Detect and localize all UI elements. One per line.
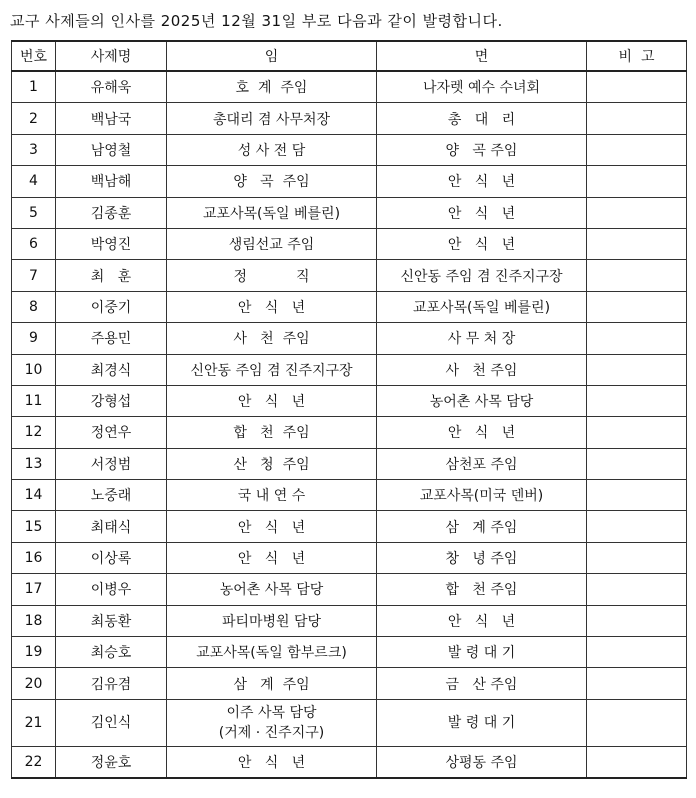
cell-priest-name: 정연우 xyxy=(56,417,167,448)
cell-note xyxy=(587,511,687,542)
cell-appointment: 안 식 년 xyxy=(167,746,377,778)
cell-note xyxy=(587,134,687,165)
table-row xyxy=(12,228,687,259)
cell-dismissal: 교포사목(미국 덴버) xyxy=(377,480,587,511)
cell-dismissal: 발 령 대 기 xyxy=(377,699,587,746)
header-number: 번호 xyxy=(12,41,56,71)
cell-priest-name: 이병우 xyxy=(56,574,167,605)
cell-dismissal: 상평동 주임 xyxy=(377,746,587,778)
cell-appointment: 안 식 년 xyxy=(167,542,377,573)
cell-note xyxy=(587,542,687,573)
cell-dismissal: 금 산 주임 xyxy=(377,668,587,699)
cell-number: 3 xyxy=(12,134,56,165)
cell-dismissal: 안 식 년 xyxy=(377,197,587,228)
table-body xyxy=(12,71,687,778)
cell-note xyxy=(587,291,687,322)
table-row xyxy=(12,71,687,103)
cell-note xyxy=(587,103,687,134)
table-row xyxy=(12,511,687,542)
cell-note xyxy=(587,228,687,259)
cell-number: 12 xyxy=(12,417,56,448)
table-header-row xyxy=(12,41,687,71)
cell-note xyxy=(587,71,687,103)
cell-appointment xyxy=(167,699,377,746)
cell-priest-name: 김종훈 xyxy=(56,197,167,228)
table-row xyxy=(12,323,687,354)
cell-number: 22 xyxy=(12,746,56,778)
cell-dismissal: 사 천 주임 xyxy=(377,354,587,385)
cell-number: 7 xyxy=(12,260,56,291)
cell-dismissal: 총 대 리 xyxy=(377,103,587,134)
table-row xyxy=(12,448,687,479)
cell-priest-name: 유해욱 xyxy=(56,71,167,103)
cell-dismissal: 나자렛 예수 수녀회 xyxy=(377,71,587,103)
header-note: 비 고 xyxy=(587,41,687,71)
cell-priest-name: 이상록 xyxy=(56,542,167,573)
cell-number: 14 xyxy=(12,480,56,511)
cell-priest-name: 정윤호 xyxy=(56,746,167,778)
cell-number: 17 xyxy=(12,574,56,605)
cell-dismissal: 안 식 년 xyxy=(377,605,587,636)
cell-note xyxy=(587,417,687,448)
cell-number: 20 xyxy=(12,668,56,699)
cell-priest-name: 최 훈 xyxy=(56,260,167,291)
cell-number: 2 xyxy=(12,103,56,134)
cell-priest-name: 최경식 xyxy=(56,354,167,385)
cell-number: 10 xyxy=(12,354,56,385)
cell-note xyxy=(587,448,687,479)
cell-dismissal: 삼천포 주임 xyxy=(377,448,587,479)
cell-appointment: 성 사 전 담 xyxy=(167,134,377,165)
cell-priest-name: 최태식 xyxy=(56,511,167,542)
table-row xyxy=(12,668,687,699)
table-row xyxy=(12,637,687,668)
table-row xyxy=(12,605,687,636)
cell-appointment: 안 식 년 xyxy=(167,385,377,416)
cell-priest-name: 주용민 xyxy=(56,323,167,354)
cell-number: 8 xyxy=(12,291,56,322)
cell-number: 9 xyxy=(12,323,56,354)
table-row xyxy=(12,746,687,778)
appointment-table xyxy=(11,40,687,779)
cell-number: 1 xyxy=(12,71,56,103)
cell-priest-name: 백남국 xyxy=(56,103,167,134)
cell-note xyxy=(587,323,687,354)
cell-dismissal: 교포사목(독일 베를린) xyxy=(377,291,587,322)
table-row xyxy=(12,385,687,416)
table-row xyxy=(12,166,687,197)
cell-dismissal: 합 천 주임 xyxy=(377,574,587,605)
cell-priest-name: 박영진 xyxy=(56,228,167,259)
cell-appointment: 신안동 주임 겸 진주지구장 xyxy=(167,354,377,385)
table-row xyxy=(12,699,687,746)
cell-number: 13 xyxy=(12,448,56,479)
cell-note xyxy=(587,574,687,605)
table-row xyxy=(12,197,687,228)
cell-appointment: 호 계 주임 xyxy=(167,71,377,103)
cell-note xyxy=(587,354,687,385)
cell-appointment: 농어촌 사목 담당 xyxy=(167,574,377,605)
cell-note xyxy=(587,668,687,699)
cell-number: 6 xyxy=(12,228,56,259)
cell-number: 19 xyxy=(12,637,56,668)
cell-appointment: 안 식 년 xyxy=(167,511,377,542)
cell-dismissal: 신안동 주임 겸 진주지구장 xyxy=(377,260,587,291)
cell-dismissal: 삼 계 주임 xyxy=(377,511,587,542)
cell-dismissal: 사 무 처 장 xyxy=(377,323,587,354)
cell-appointment: 생림선교 주임 xyxy=(167,228,377,259)
table-row xyxy=(12,417,687,448)
cell-priest-name: 최승호 xyxy=(56,637,167,668)
cell-number: 15 xyxy=(12,511,56,542)
cell-dismissal: 안 식 년 xyxy=(377,417,587,448)
table-row xyxy=(12,480,687,511)
table-row xyxy=(12,103,687,134)
cell-dismissal: 농어촌 사목 담당 xyxy=(377,385,587,416)
cell-number: 16 xyxy=(12,542,56,573)
cell-appointment: 양 곡 주임 xyxy=(167,166,377,197)
cell-note xyxy=(587,746,687,778)
cell-priest-name: 남영철 xyxy=(56,134,167,165)
cell-number: 11 xyxy=(12,385,56,416)
table-row xyxy=(12,291,687,322)
cell-dismissal: 안 식 년 xyxy=(377,166,587,197)
cell-priest-name: 노중래 xyxy=(56,480,167,511)
cell-appointment: 정 직 xyxy=(167,260,377,291)
cell-appointment: 국 내 연 수 xyxy=(167,480,377,511)
cell-appointment: 합 천 주임 xyxy=(167,417,377,448)
cell-note xyxy=(587,385,687,416)
announcement-text: 교구 사제들의 인사를 2025년 12월 31일 부로 다음과 같이 발령합니다. xyxy=(10,12,503,30)
cell-appointment-line1: 이주 사목 담당 xyxy=(226,704,317,721)
cell-appointment: 산 청 주임 xyxy=(167,448,377,479)
cell-dismissal: 안 식 년 xyxy=(377,228,587,259)
cell-note xyxy=(587,637,687,668)
cell-note xyxy=(587,166,687,197)
cell-priest-name: 김인식 xyxy=(56,699,167,746)
table-row xyxy=(12,574,687,605)
header-priest-name: 사제명 xyxy=(56,41,167,71)
table-row xyxy=(12,134,687,165)
header-appointment: 임 xyxy=(167,41,377,71)
cell-note xyxy=(587,699,687,746)
cell-note xyxy=(587,260,687,291)
cell-appointment: 삼 계 주임 xyxy=(167,668,377,699)
cell-priest-name: 최동환 xyxy=(56,605,167,636)
cell-priest-name: 이중기 xyxy=(56,291,167,322)
cell-priest-name: 김유겸 xyxy=(56,668,167,699)
cell-appointment-line2: (거제 · 진주지구) xyxy=(218,724,325,741)
cell-appointment: 교포사목(독일 베를린) xyxy=(167,197,377,228)
cell-number: 18 xyxy=(12,605,56,636)
table-row xyxy=(12,354,687,385)
cell-priest-name: 강형섭 xyxy=(56,385,167,416)
cell-note xyxy=(587,197,687,228)
cell-note xyxy=(587,480,687,511)
cell-appointment: 총대리 겸 사무처장 xyxy=(167,103,377,134)
cell-dismissal: 창 녕 주임 xyxy=(377,542,587,573)
cell-appointment: 파티마병원 담당 xyxy=(167,605,377,636)
cell-number: 21 xyxy=(12,699,56,746)
appointment-table-container xyxy=(11,40,686,779)
cell-note xyxy=(587,605,687,636)
cell-appointment: 사 천 주임 xyxy=(167,323,377,354)
cell-priest-name: 서정범 xyxy=(56,448,167,479)
cell-priest-name: 백남해 xyxy=(56,166,167,197)
cell-appointment: 안 식 년 xyxy=(167,291,377,322)
cell-appointment: 교포사목(독일 함부르크) xyxy=(167,637,377,668)
header-dismissal: 면 xyxy=(377,41,587,71)
table-row xyxy=(12,260,687,291)
table-row xyxy=(12,542,687,573)
cell-number: 5 xyxy=(12,197,56,228)
cell-number: 4 xyxy=(12,166,56,197)
cell-dismissal: 양 곡 주임 xyxy=(377,134,587,165)
cell-dismissal: 발 령 대 기 xyxy=(377,637,587,668)
